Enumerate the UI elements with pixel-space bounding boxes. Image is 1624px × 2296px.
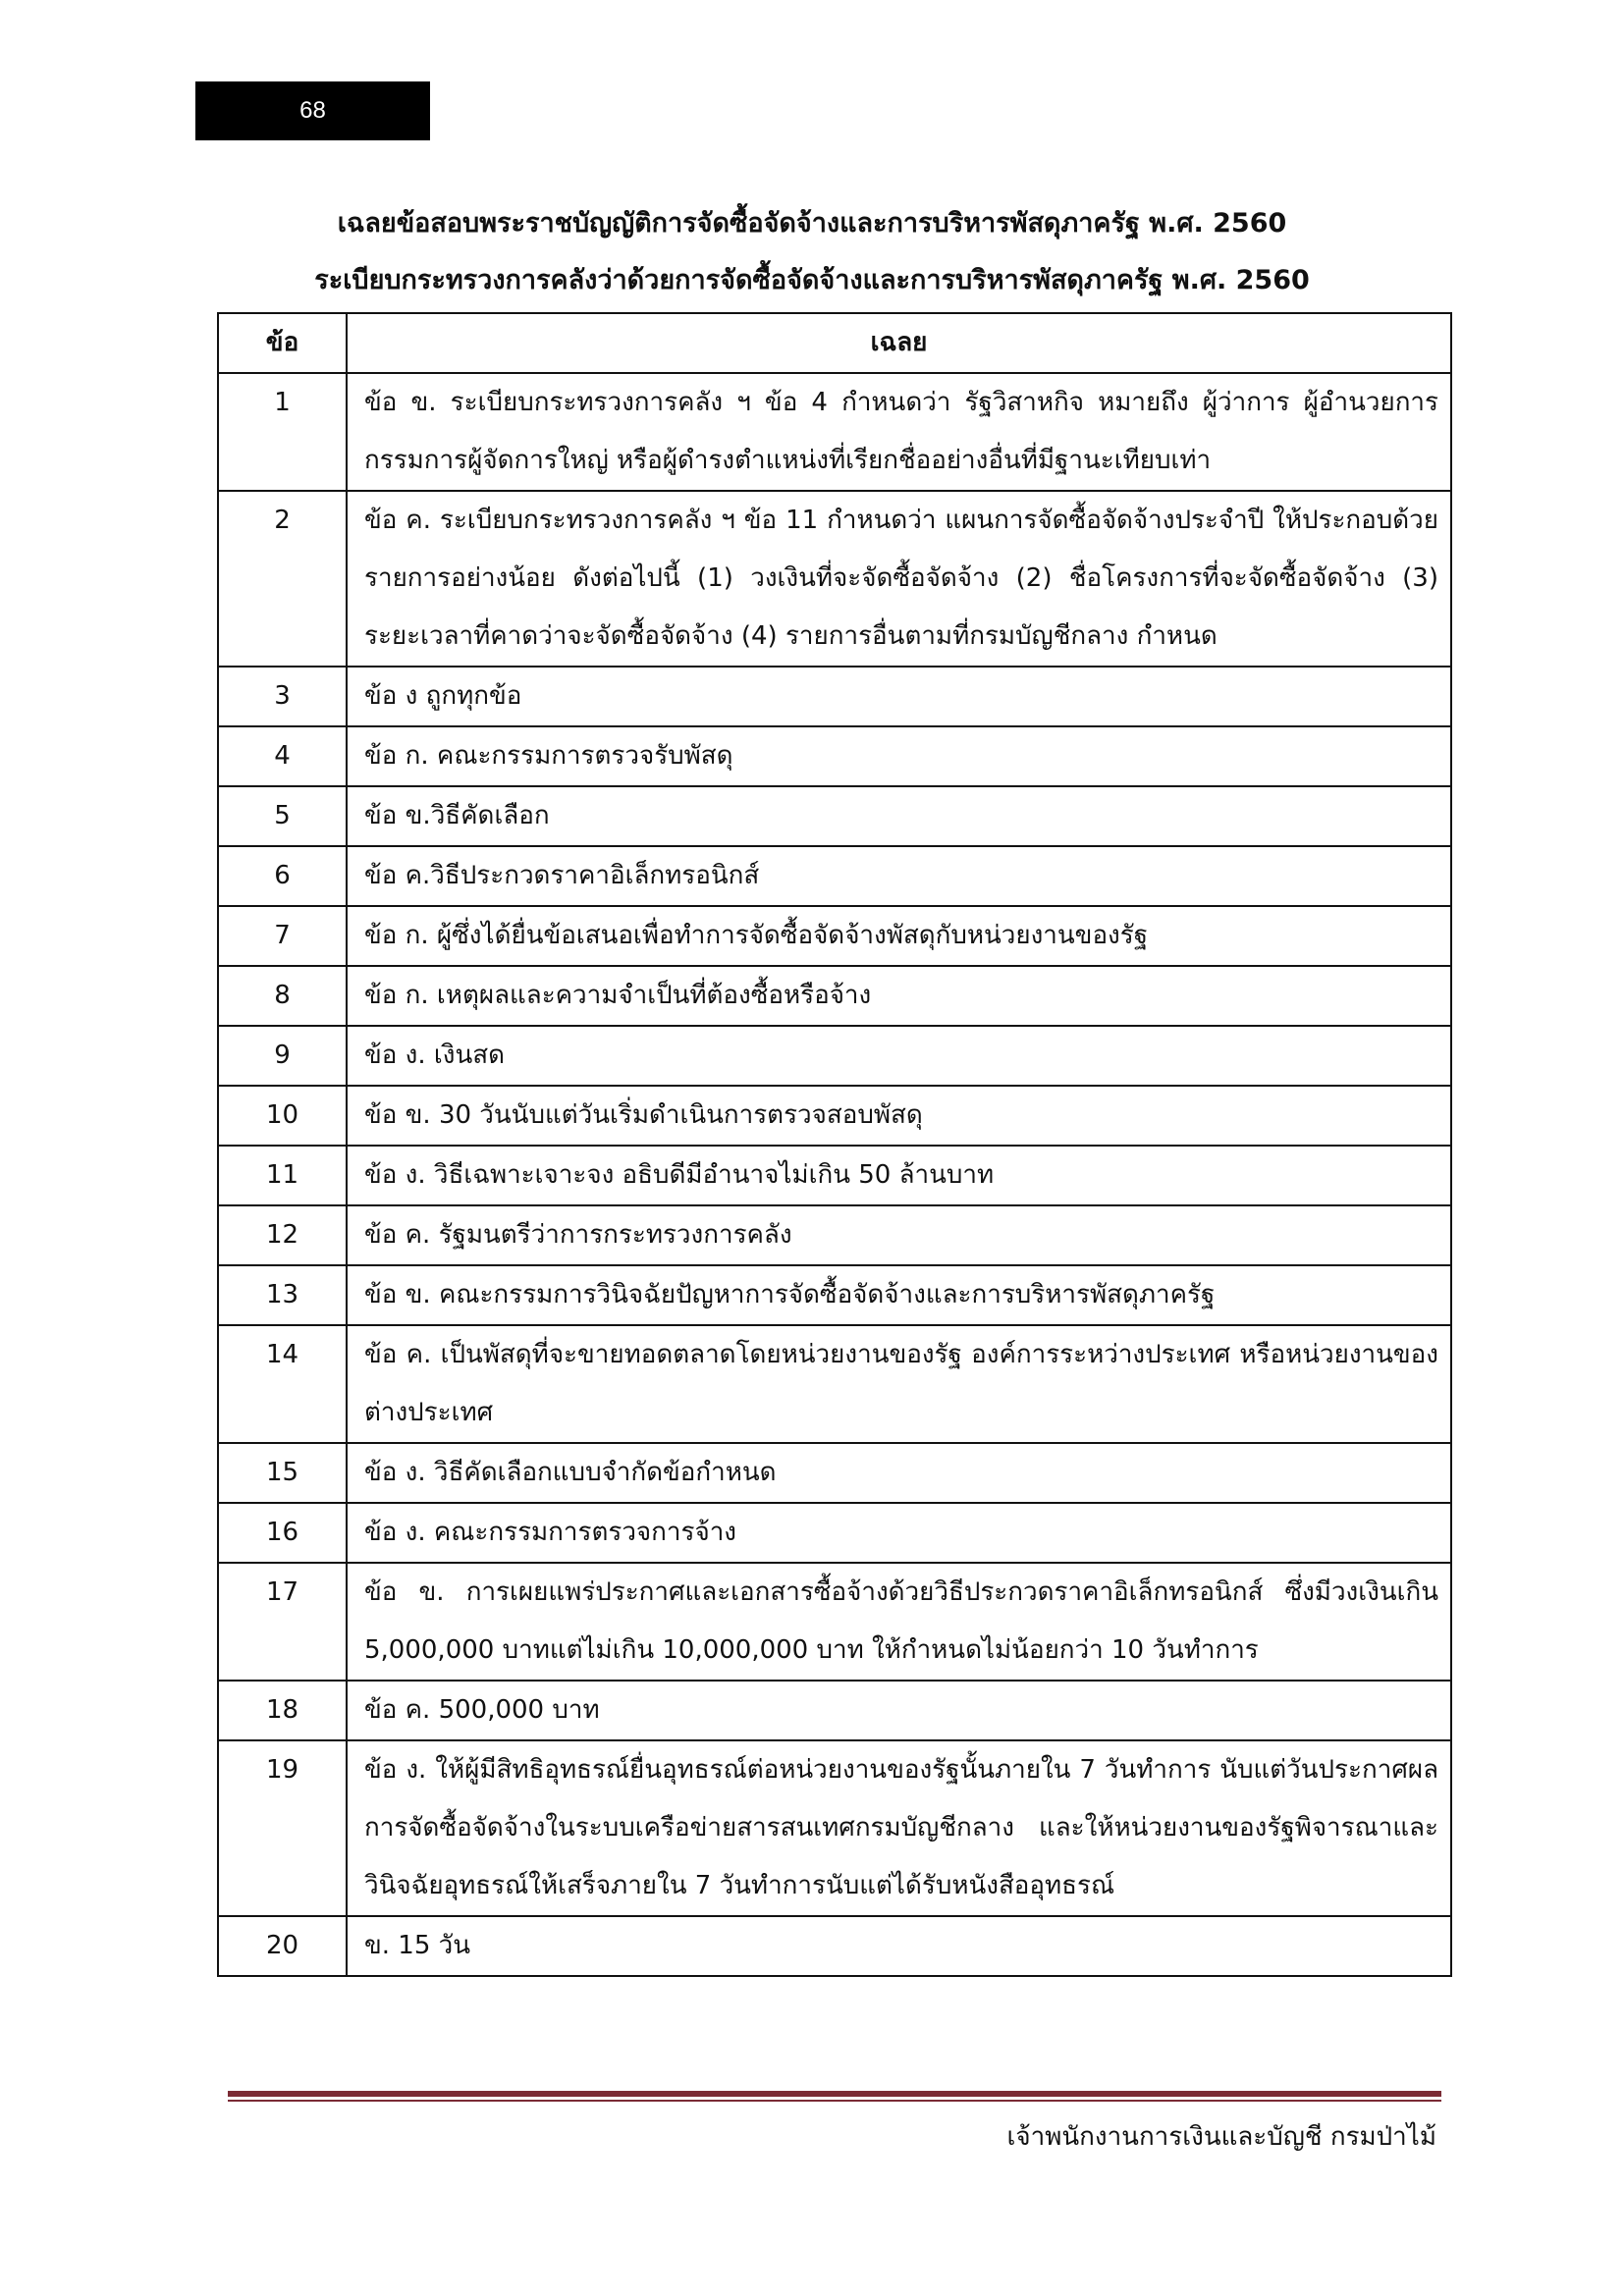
answer-text: ข้อ ค.วิธีประกวดราคาอิเล็กทรอนิกส์ xyxy=(347,846,1451,906)
question-number: 11 xyxy=(218,1146,347,1205)
table-row xyxy=(218,846,1451,906)
table-row xyxy=(218,1325,1451,1443)
footer-rule xyxy=(228,2091,1441,2097)
answer-text: ข้อ ข. ระเบียบกระทรวงการคลัง ฯ ข้อ 4 กำหนดว่า รัฐวิสาหกิจ หมายถึง ผู้ว่าการ ผู้อำนวยการ กรรมการผู้จัดการใหญ่ หรือผู้ดำรงตำแหน่งที่เรียกชื่ออย่างอื่นที่มีฐานะเทียบเท่า xyxy=(347,373,1451,491)
table-row xyxy=(218,1146,1451,1205)
footer-rule-thin xyxy=(228,2100,1441,2102)
answer-text: ข้อ ข. 30 วันนับแต่วันเริ่มดำเนินการตรวจสอบพัสดุ xyxy=(347,1086,1451,1146)
table-row xyxy=(218,1681,1451,1740)
question-number: 20 xyxy=(218,1916,347,1976)
answer-text: ข้อ ข.วิธีคัดเลือก xyxy=(347,786,1451,846)
answer-text: ข้อ ข. คณะกรรมการวินิจฉัยปัญหาการจัดซื้อจัดจ้างและการบริหารพัสดุภาครัฐ xyxy=(347,1265,1451,1325)
question-number: 6 xyxy=(218,846,347,906)
answer-text: ข้อ ง. วิธีคัดเลือกแบบจำกัดข้อกำหนด xyxy=(347,1443,1451,1503)
table-row xyxy=(218,1265,1451,1325)
question-number: 4 xyxy=(218,726,347,786)
table-row xyxy=(218,491,1451,667)
answer-text: ข้อ ค. รัฐมนตรีว่าการกระทรวงการคลัง xyxy=(347,1205,1451,1265)
page-number: 68 xyxy=(299,97,326,124)
answer-text: ข้อ ก. ผู้ซึ่งได้ยื่นข้อเสนอเพื่อทำการจัดซื้อจัดจ้างพัสดุกับหน่วยงานของรัฐ xyxy=(347,906,1451,966)
table-row xyxy=(218,373,1451,491)
table-row xyxy=(218,786,1451,846)
table-row xyxy=(218,1563,1451,1681)
answer-text: ข้อ ค. เป็นพัสดุที่จะขายทอดตลาดโดยหน่วยงานของรัฐ องค์การระหว่างประเทศ หรือหน่วยงานของต่างประเทศ xyxy=(347,1325,1451,1443)
answer-text: ข้อ ง ถูกทุกข้อ xyxy=(347,667,1451,726)
answer-text: ข้อ ก. คณะกรรมการตรวจรับพัสดุ xyxy=(347,726,1451,786)
question-number: 16 xyxy=(218,1503,347,1563)
question-number: 14 xyxy=(218,1325,347,1443)
document-title: เฉลยข้อสอบพระราชบัญญัติการจัดซื้อจัดจ้างและการบริหารพัสดุภาครัฐ พ.ศ. 2560 xyxy=(337,208,1287,239)
answer-text: ข้อ ง. เงินสด xyxy=(347,1026,1451,1086)
table-row xyxy=(218,1026,1451,1086)
question-number: 19 xyxy=(218,1740,347,1916)
question-number: 13 xyxy=(218,1265,347,1325)
header-question-number: ข้อ xyxy=(218,313,347,373)
table-row xyxy=(218,1740,1451,1916)
question-number: 2 xyxy=(218,491,347,667)
answer-text: ข้อ ง. วิธีเฉพาะเจาะจง อธิบดีมีอำนาจไม่เกิน 50 ล้านบาท xyxy=(347,1146,1451,1205)
table-row xyxy=(218,966,1451,1026)
answer-text: ข. 15 วัน xyxy=(347,1916,1451,1976)
question-number: 7 xyxy=(218,906,347,966)
question-number: 18 xyxy=(218,1681,347,1740)
answer-text: ข้อ ข. การเผยแพร่ประกาศและเอกสารซื้อจ้างด้วยวิธีประกวดราคาอิเล็กทรอนิกส์ ซึ่งมีวงเงินเกิน 5,000,000 บาทแต่ไม่เกิน 10,000,000 บาท ให้กำหนดไม่น้อยกว่า 10 วันทำการ xyxy=(347,1563,1451,1681)
question-number: 5 xyxy=(218,786,347,846)
table-row xyxy=(218,1443,1451,1503)
table-row xyxy=(218,726,1451,786)
answer-rows xyxy=(218,373,1451,1976)
table-row xyxy=(218,1205,1451,1265)
question-number: 12 xyxy=(218,1205,347,1265)
table-row xyxy=(218,906,1451,966)
answer-text: ข้อ ค. 500,000 บาท xyxy=(347,1681,1451,1740)
table-row xyxy=(218,1086,1451,1146)
question-number: 17 xyxy=(218,1563,347,1681)
answer-text: ข้อ ง. ให้ผู้มีสิทธิอุทธรณ์ยื่นอุทธรณ์ต่อหน่วยงานของรัฐนั้นภายใน 7 วันทำการ นับแต่วันประกาศผลการจัดซื้อจัดจ้างในระบบเครือข่ายสารสนเทศกรมบัญชีกลาง และให้หน่วยงานของรัฐพิจารณาและวินิจฉัยอุทธรณ์ให้เสร็จภายใน 7 วันทำการนับแต่ได้รับหนังสืออุทธรณ์ xyxy=(347,1740,1451,1916)
question-number: 10 xyxy=(218,1086,347,1146)
table-header-row xyxy=(218,313,1451,373)
table-row xyxy=(218,1503,1451,1563)
answer-text: ข้อ ค. ระเบียบกระทรวงการคลัง ฯ ข้อ 11 กำหนดว่า แผนการจัดซื้อจัดจ้างประจำปี ให้ประกอบด้วยรายการอย่างน้อย ดังต่อไปนี้ (1) วงเงินที่จะจัดซื้อจัดจ้าง (2) ชื่อโครงการที่จะจัดซื้อจัดจ้าง (3) ระยะเวลาที่คาดว่าจะจัดซื้อจัดจ้าง (4) รายการอื่นตามที่กรมบัญชีกลาง กำหนด xyxy=(347,491,1451,667)
document-subtitle: ระเบียบกระทรวงการคลังว่าด้วยการจัดซื้อจัดจ้างและการบริหารพัสดุภาครัฐ พ.ศ. 2560 xyxy=(314,265,1310,295)
question-number: 9 xyxy=(218,1026,347,1086)
answer-text: ข้อ ง. คณะกรรมการตรวจการจ้าง xyxy=(347,1503,1451,1563)
header-answer: เฉลย xyxy=(347,313,1451,373)
table-row xyxy=(218,1916,1451,1976)
answer-text: ข้อ ก. เหตุผลและความจำเป็นที่ต้องซื้อหรือจ้าง xyxy=(347,966,1451,1026)
answer-key-table xyxy=(217,312,1452,1977)
footer-text: เจ้าพนักงานการเงินและบัญชี กรมป่าไม้ xyxy=(1006,2122,1436,2152)
question-number: 3 xyxy=(218,667,347,726)
question-number: 15 xyxy=(218,1443,347,1503)
table-row xyxy=(218,667,1451,726)
question-number: 8 xyxy=(218,966,347,1026)
page-number-badge xyxy=(195,81,430,140)
question-number: 1 xyxy=(218,373,347,491)
